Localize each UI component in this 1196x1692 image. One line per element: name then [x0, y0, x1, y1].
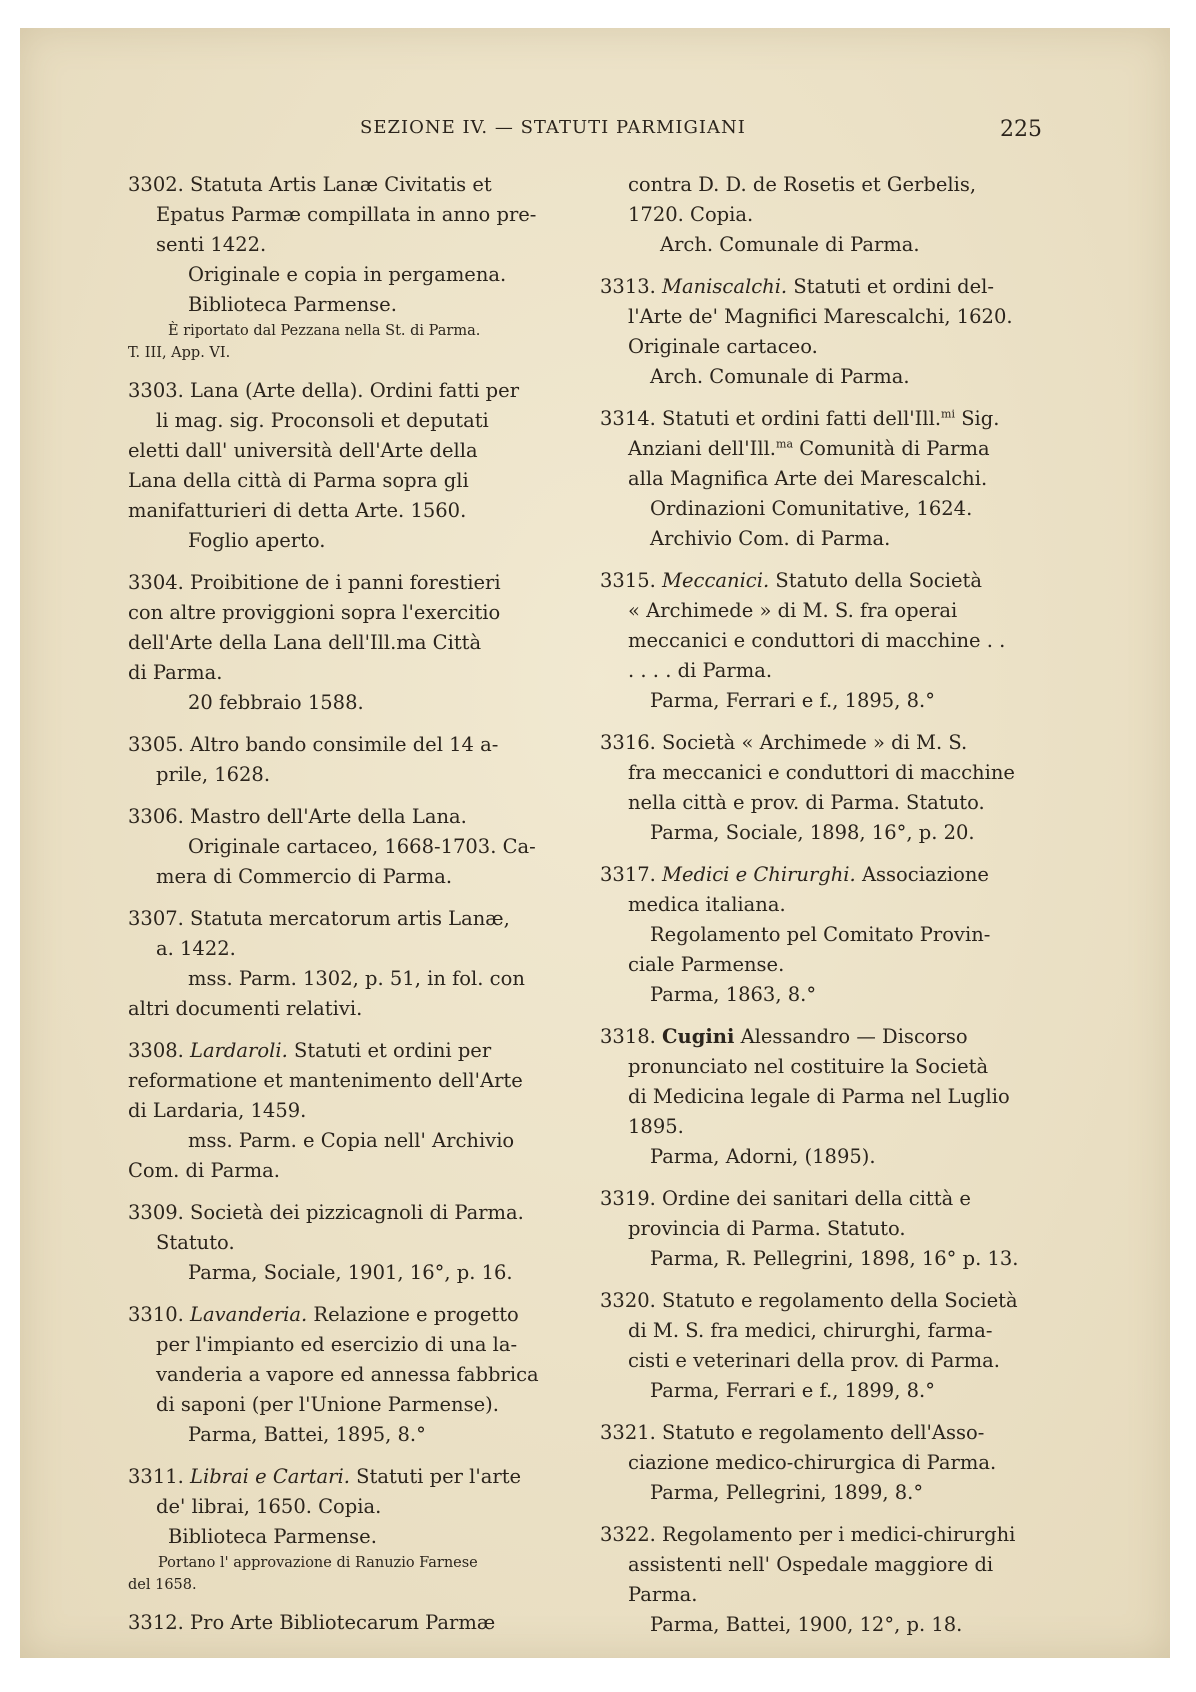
entry-title: Maniscalchi. — [662, 275, 788, 298]
footnote: È riportato dal Pezzana nella St. di Parma. T. III, App. VI. — [128, 323, 481, 361]
running-head: SEZIONE IV. — STATUTI PARMIGIANI — [360, 117, 746, 138]
footnote: Portano l' approvazione di Ranuzio Farnese del 1658. — [128, 1555, 478, 1593]
entry-3302: 3302. Statuta Artis Lanæ Civitatis et Epatus Parmæ compillata in anno pre- senti 1422. Originale e copia in pergamena. Biblioteca Parmense. È riportato dal Pezzana nella St. di Parma. T. III, App. VI. — [128, 170, 578, 364]
right-column — [600, 170, 1045, 1652]
entry-title: Lavanderia. — [190, 1303, 308, 1326]
entry-3312-continued: contra D. D. de Rosetis et Gerbelis, 1720. Copia. Arch. Comunale di Parma. — [628, 173, 977, 256]
entry-3307: 3307. Statuta mercatorum artis Lanæ, a. 1422. mss. Parm. 1302, p. 51, in fol. con altri documenti relativi. — [128, 907, 525, 1020]
author-name: Cugini — [662, 1025, 735, 1048]
entry-3314: 3314. Statuti et ordini fatti dell'Ill.$^{mi}$ Sig. Anziani dell'Ill.$^{ma}$ Comunità di Parma alla Magnifica Arte dei Marescalchi. Ordinazioni Comunitative, 1624. Archivio Com. di Parma. — [600, 407, 1000, 550]
entry-3322: 3322. Regolamento per i medici-chirurghi assistenti nell' Ospedale maggiore di Parma. Parma, Battei, 1900, 12°, p. 18. — [600, 1523, 1016, 1636]
page-number: 225 — [1000, 117, 1042, 142]
entry-3304: 3304. Proibitione de i panni forestieri con altre proviggioni sopra l'exercitio dell'Arte della Lana dell'Ill.ma Città di Parma. 20 febbraio 1588. — [128, 571, 501, 714]
entry-3316: 3316. Società « Archimede » di M. S. fra meccanici e conduttori di macchine nella città e prov. di Parma. Statuto. Parma, Sociale, 1898, 16°, p. 20. — [600, 731, 1015, 844]
entry-title: Librai e Cartari. — [190, 1465, 350, 1488]
entry-3313: 3313. Maniscalchi. Statuti et ordini del- l'Arte de' Magnifici Marescalchi, 1620. Originale cartaceo. Arch. Comunale di Parma. — [600, 275, 1013, 388]
entry-3318: 3318. Cugini Alessandro — Discorso pronunciato nel costituire la Società di Medicina legale di Parma nel Luglio 1895. Parma, Adorni, (1895). — [600, 1025, 1010, 1168]
entry-title: Medici e Chirurghi. — [662, 863, 856, 886]
entry-3320: 3320. Statuto e regolamento della Società di M. S. fra medici, chirurghi, farma- cisti e veterinari della prov. di Parma. Parma, Ferrari e f., 1899, 8.° — [600, 1289, 1018, 1402]
entry-3311: 3311. Librai e Cartari. Statuti per l'arte de' librai, 1650. Copia. Biblioteca Parmense. Portano l' approvazione di Ranuzio Farnese del 1658. — [128, 1462, 578, 1596]
entry-3317: 3317. Medici e Chirurghi. Associazione medica italiana. Regolamento pel Comitato Provin- ciale Parmense. Parma, 1863, 8.° — [600, 863, 991, 1006]
entry-3303: 3303. Lana (Arte della). Ordini fatti per li mag. sig. Proconsoli et deputati eletti dall' università dell'Arte della Lana della città di Parma sopra gli manifatturieri di detta Arte. 1560. Foglio aperto. — [128, 379, 520, 552]
entry-3312: 3312. Pro Arte Bibliotecarum Parmæ — [128, 1611, 496, 1634]
entry-3309: 3309. Società dei pizzicagnoli di Parma. Statuto. Parma, Sociale, 1901, 16°, p. 16. — [128, 1201, 524, 1284]
entry-3305: 3305. Altro bando consimile del 14 a- prile, 1628. — [128, 733, 499, 786]
entry-3310: 3310. Lavanderia. Relazione e progetto per l'impianto ed esercizio di una la- vanderia a vapore ed annessa fabbrica di saponi (per l'Unione Parmense). Parma, Battei, 1895, 8.° — [128, 1303, 539, 1446]
entry-3315: 3315. Meccanici. Statuto della Società « Archimede » di M. S. fra operai meccanici e conduttori di macchine . . . . . . di Parma. Parma, Ferrari e f., 1895, 8.° — [600, 569, 1006, 712]
entry-title: Meccanici. — [662, 569, 770, 592]
entry-3319: 3319. Ordine dei sanitari della città e provincia di Parma. Statuto. Parma, R. Pellegrini, 1898, 16° p. 13. — [600, 1187, 1019, 1270]
entry-3306: 3306. Mastro dell'Arte della Lana. Originale cartaceo, 1668-1703. Ca- mera di Commercio di Parma. — [128, 805, 536, 888]
entry-title: Lardaroli. — [190, 1039, 288, 1062]
entry-3321: 3321. Statuto e regolamento dell'Asso- ciazione medico-chirurgica di Parma. Parma, Pellegrini, 1899, 8.° — [600, 1421, 997, 1504]
left-column — [128, 170, 578, 1650]
page-header — [0, 117, 1196, 147]
entry-3308: 3308. Lardaroli. Statuti et ordini per reformatione et mantenimento dell'Arte di Lardaria, 1459. mss. Parm. e Copia nell' Archivio Com. di Parma. — [128, 1039, 523, 1182]
